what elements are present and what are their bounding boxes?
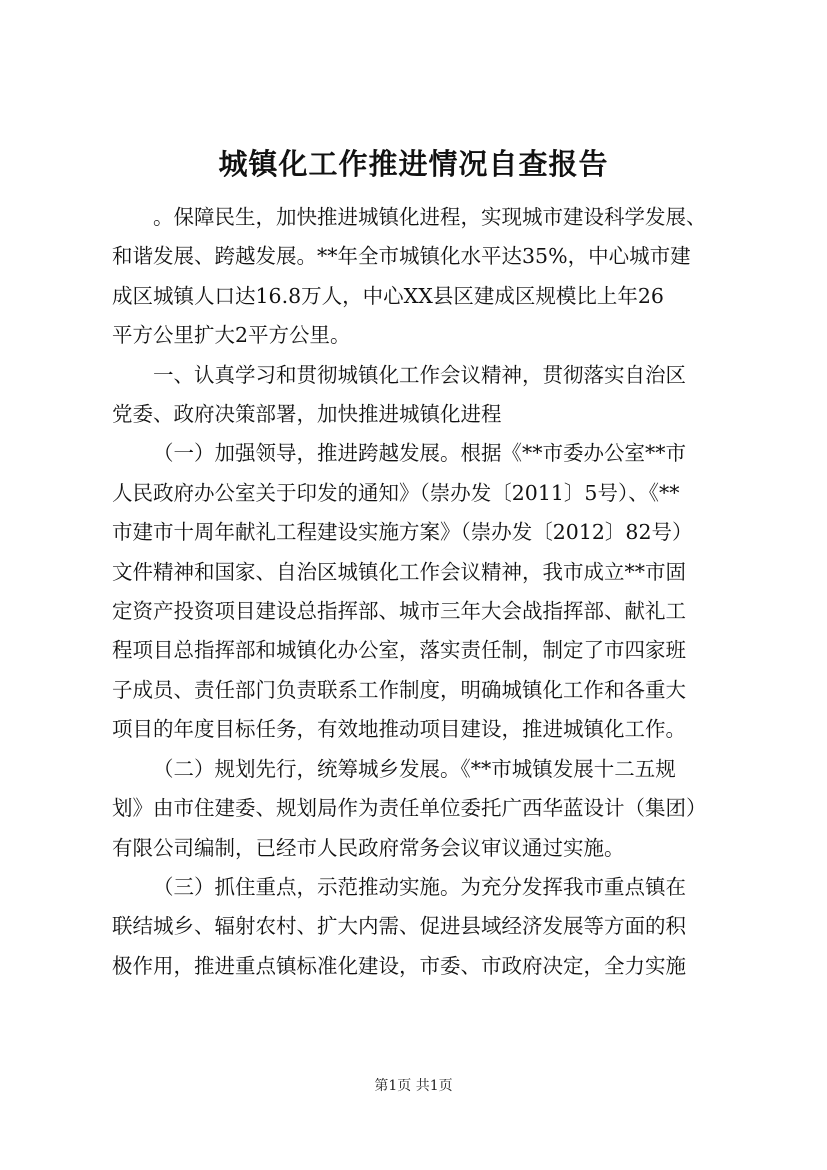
text-line: 程项目总指挥部和城镇化办公室，落实责任制，制定了市四家班 [112, 638, 686, 663]
page-footer: 第1页 共1页 [374, 1078, 453, 1094]
text-line: 联结城乡、辐射农村、扩大内需、促进县域经济发展等方面的积 [112, 914, 686, 939]
text-line: 和谐发展、跨越发展。**年全市城镇化水平达35%，中心城市建 [112, 244, 691, 269]
text-line: 划》由市住建委、规划局作为责任单位委托广西华蓝设计（集团） [112, 796, 707, 821]
text-line: 市建市十周年献礼工程建设实施方案》（崇办发〔2012〕82号） [112, 520, 693, 545]
paragraph-leadership [112, 434, 732, 749]
text-line: 人民政府办公室关于印发的通知》（崇办发〔2011〕5号）、《** [112, 480, 680, 505]
text-line: （三）抓住重点，示范推动实施。为充分发挥我市重点镇在 [153, 874, 686, 899]
text-line: 子成员、责任部门负责联系工作制度，明确城镇化工作和各重大 [112, 677, 686, 702]
text-line: 项目的年度目标任务，有效地推动项目建设，推进城镇化工作。 [112, 717, 686, 742]
paragraph-planning [112, 750, 732, 868]
paragraph-section-heading [112, 356, 732, 435]
text-line: 平方公里扩大2平方公里。 [112, 323, 351, 348]
text-line: 成区城镇人口达16.8万人，中心XX县区建成区规模比上年26 [112, 283, 664, 308]
text-line: 。保障民生，加快推进城镇化进程，实现城市建设科学发展、 [153, 205, 707, 229]
text-line: 文件精神和国家、自治区城镇化工作会议精神，我市成立**市固 [112, 559, 686, 584]
text-line: 定资产投资项目建设总指挥部、城市三年大会战指挥部、献礼工 [112, 599, 686, 624]
paragraph-key-towns [112, 868, 732, 986]
paragraph-intro [112, 198, 732, 356]
text-line: 极作用，推进重点镇标准化建设，市委、市政府决定，全力实施 [112, 953, 686, 978]
text-line: 有限公司编制，已经市人民政府常务会议审议通过实施。 [112, 835, 625, 860]
document-body [112, 198, 732, 986]
text-line: （二）规划先行，统筹城乡发展。《**市城镇发展十二五规 [153, 756, 676, 781]
text-line: （一）加强领导，推进跨越发展。根据《**市委办公室**市 [153, 441, 686, 466]
document-title: 城镇化工作推进情况自查报告 [218, 147, 609, 181]
text-line: 党委、政府决策部署，加快推进城镇化进程 [112, 402, 502, 427]
text-line: 一、认真学习和贯彻城镇化工作会议精神，贯彻落实自治区 [153, 362, 686, 387]
